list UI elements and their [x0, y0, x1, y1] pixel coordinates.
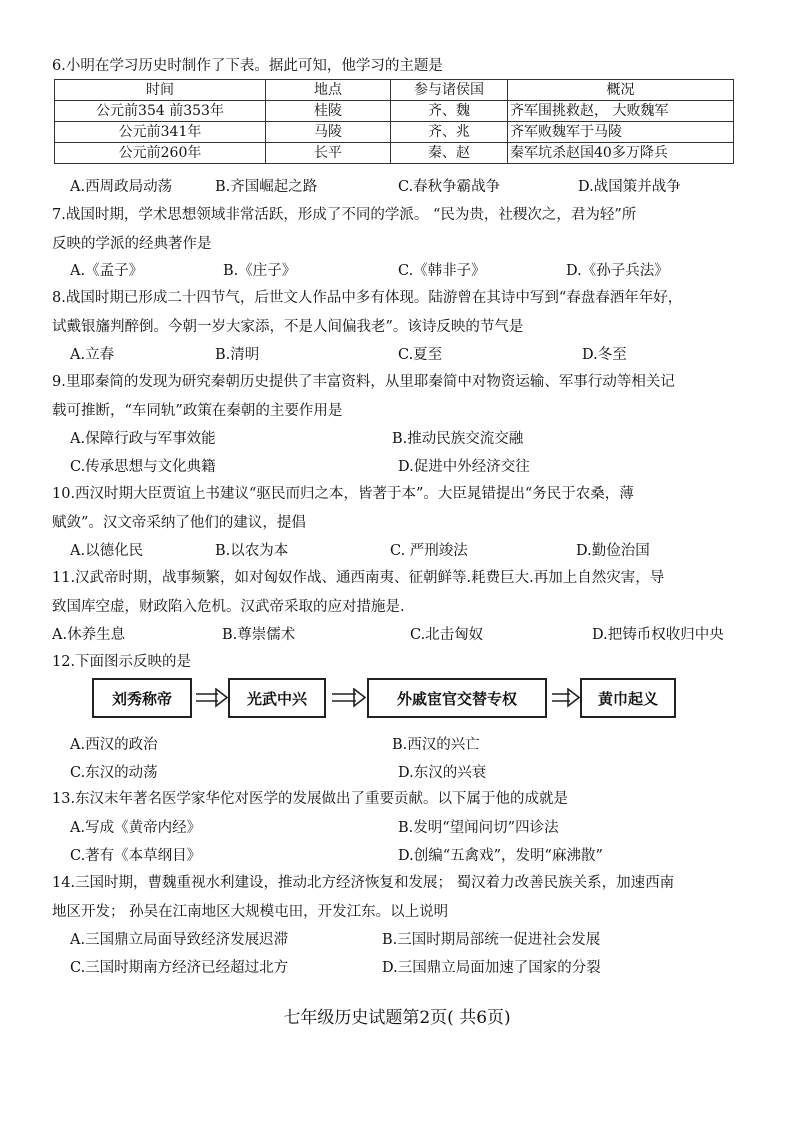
question-9-options-row-2 — [70, 455, 750, 477]
question-14-options-row-2 — [70, 956, 750, 978]
option-b[interactable]: B.《庄子》 — [223, 263, 297, 279]
question-8 — [52, 287, 752, 339]
flow-box-1: 刘秀称帝 — [92, 678, 192, 718]
option-b[interactable]: B.齐国崛起之路 — [215, 179, 318, 195]
question-11-line-1: 11.汉武帝时期，战事频繁，如对匈奴作战、通西南夷、征朝鲜等.耗费巨大.再加上自然灾害，导 — [52, 570, 665, 586]
double-arrow-icon — [194, 688, 228, 708]
option-d[interactable]: D.冬至 — [582, 347, 627, 363]
double-arrow-icon — [550, 688, 580, 708]
option-c[interactable]: C.三国时期南方经济已经超过北方 — [70, 960, 289, 976]
page-footer: 七年级历史试题第2页( 共6页) — [283, 1008, 511, 1028]
question-14-line-1: 14.三国时期，曹魏重视水利建设，推动北方经济恢复和发展； 蜀汉着力改善民族关系，加速西南 — [52, 875, 675, 891]
question-12-options-row-1 — [70, 733, 750, 755]
question-9-line-1: 9.里耶秦简的发现为研究秦朝历史提供了丰富资料，从里耶秦简中对物资运输、军事行动等相关记 — [52, 374, 675, 390]
option-a[interactable]: A.西周政局动荡 — [70, 179, 173, 195]
question-10-line-2: 赋敛”。汉文帝采纳了他们的建议，提倡 — [52, 515, 306, 531]
option-d[interactable]: D.东汉的兴衰 — [398, 765, 487, 781]
option-a[interactable]: A.三国鼎立局面导致经济发展迟滞 — [70, 932, 289, 948]
option-b[interactable]: B.清明 — [215, 347, 260, 363]
table-cell: 公元前341年 — [55, 122, 266, 143]
question-11 — [52, 567, 752, 619]
question-6-stem: 6.小明在学习历史时制作了下表。据此可知，他学习的主题是 — [52, 58, 443, 74]
table-cell: 长平 — [266, 143, 391, 164]
option-a[interactable]: A.以德化民 — [70, 543, 144, 559]
option-c[interactable]: C.东汉的动荡 — [70, 765, 158, 781]
option-b[interactable]: B.发明“望闻问切”四诊法 — [398, 820, 559, 836]
table-cell: 齐、魏 — [391, 101, 508, 122]
question-14-options-row-1 — [70, 928, 750, 950]
option-a[interactable]: A.写成《黄帝内经》 — [70, 820, 202, 836]
option-a[interactable]: A.《孟子》 — [70, 263, 144, 279]
double-arrow-icon — [330, 688, 366, 708]
question-14-line-2: 地区开发； 孙吴在江南地区大规模屯田，开发江东。以上说明 — [52, 904, 449, 920]
question-7-options — [70, 259, 750, 281]
history-table — [54, 79, 734, 164]
option-a[interactable]: A.休养生息 — [52, 627, 126, 643]
question-6 — [52, 55, 752, 78]
option-a[interactable]: A.保障行政与军事效能 — [70, 431, 216, 447]
option-d[interactable]: D.促进中外经济交往 — [398, 459, 530, 475]
question-6-options — [70, 175, 750, 197]
question-10 — [52, 483, 752, 535]
table-header-row — [55, 80, 734, 101]
table-header: 概况 — [508, 80, 734, 101]
table-cell: 齐军围挑救赵， 大败魏军 — [508, 101, 734, 122]
flow-box-3: 外戚宦官交替专权 — [367, 678, 547, 718]
table-cell: 公元前260年 — [55, 143, 266, 164]
question-9-options-row-1 — [70, 427, 750, 449]
table-row — [55, 101, 734, 122]
question-11-options — [52, 623, 732, 645]
table-cell: 秦、赵 — [391, 143, 508, 164]
flow-box-2: 光武中兴 — [228, 678, 326, 718]
question-8-line-2: 试戴银旛判醉倒。今朝一岁大家添，不是人间偏我老”。该诗反映的节气是 — [52, 319, 524, 335]
table-cell: 公元前354 前353年 — [55, 101, 266, 122]
question-7-line-2: 反映的学派的经典著作是 — [52, 236, 212, 252]
table-cell: 桂陵 — [266, 101, 391, 122]
table-row — [55, 122, 734, 143]
question-9-line-2: 载可推断，“车同轨”政策在秦朝的主要作用是 — [52, 403, 343, 419]
table-header: 参与诸侯国 — [391, 80, 508, 101]
option-d[interactable]: D.三国鼎立局面加速了国家的分裂 — [382, 960, 601, 976]
question-7-line-1: 7.战国时期，学术思想领域非常活跃，形成了不同的学派。 “民为贵，社稷次之，君为轻”所 — [52, 207, 637, 223]
table-header: 地点 — [266, 80, 391, 101]
question-13-stem: 13.东汉末年著名医学家华佗对医学的发展做出了重要贡献。以下属于他的成就是 — [52, 791, 569, 807]
question-12 — [52, 651, 752, 674]
table-cell: 齐、兆 — [391, 122, 508, 143]
question-14 — [52, 872, 752, 924]
option-c[interactable]: C.春秋争霸战争 — [398, 179, 501, 195]
option-b[interactable]: B.西汉的兴亡 — [392, 737, 480, 753]
option-d[interactable]: D.把铸币权收归中央 — [592, 627, 724, 643]
option-b[interactable]: B.尊崇儒术 — [222, 627, 296, 643]
question-13-options-row-1 — [70, 816, 750, 838]
option-c[interactable]: C. 严刑竣法 — [390, 543, 468, 559]
option-c[interactable]: C.北击匈奴 — [410, 627, 484, 643]
question-13-options-row-2 — [70, 844, 750, 866]
option-d[interactable]: D.勤俭治国 — [576, 543, 650, 559]
question-8-options — [70, 343, 750, 365]
question-10-line-1: 10.西汉时期大臣贾谊上书建议“驱民而归之本，皆著于本”。大臣晁错提出“务民于农桑，薄 — [52, 486, 634, 502]
option-c[interactable]: C.夏至 — [398, 347, 443, 363]
option-d[interactable]: D.《孙子兵法》 — [566, 263, 669, 279]
option-b[interactable]: B.三国时期局部统一促进社会发展 — [382, 932, 601, 948]
option-c[interactable]: C.著有《本草纲目》 — [70, 848, 202, 864]
question-11-line-2: 致国库空虚，财政陷入危机。汉武帝采取的应对措施是. — [52, 599, 405, 615]
option-a[interactable]: A.立春 — [70, 347, 115, 363]
question-10-options — [70, 539, 750, 561]
table-cell: 秦军坑杀赵国40多万降兵 — [508, 143, 734, 164]
option-d[interactable]: D.创编“五禽戏”，发明“麻沸散” — [398, 848, 603, 864]
question-12-stem: 12.下面图示反映的是 — [52, 654, 192, 670]
flow-box-4: 黄巾起义 — [580, 678, 676, 718]
table-cell: 齐军败魏军于马陵 — [508, 122, 734, 143]
option-a[interactable]: A.西汉的政治 — [70, 737, 158, 753]
option-b[interactable]: B.以农为本 — [215, 543, 289, 559]
question-9 — [52, 371, 752, 423]
option-b[interactable]: B.推动民族交流交融 — [392, 431, 524, 447]
question-12-options-row-2 — [70, 761, 750, 783]
table-cell: 马陵 — [266, 122, 391, 143]
question-13 — [52, 788, 752, 811]
question-7 — [52, 204, 752, 256]
table-header: 时间 — [55, 80, 266, 101]
option-c[interactable]: C.传承思想与文化典籍 — [70, 459, 216, 475]
question-8-line-1: 8.战国时期已形成二十四节气，后世文人作品中多有体现。陆游曾在其诗中写到“春盘春酒年年好， — [52, 290, 683, 306]
option-c[interactable]: C.《韩非子》 — [398, 263, 486, 279]
option-d[interactable]: D.战国策并战争 — [578, 179, 681, 195]
table-row — [55, 143, 734, 164]
